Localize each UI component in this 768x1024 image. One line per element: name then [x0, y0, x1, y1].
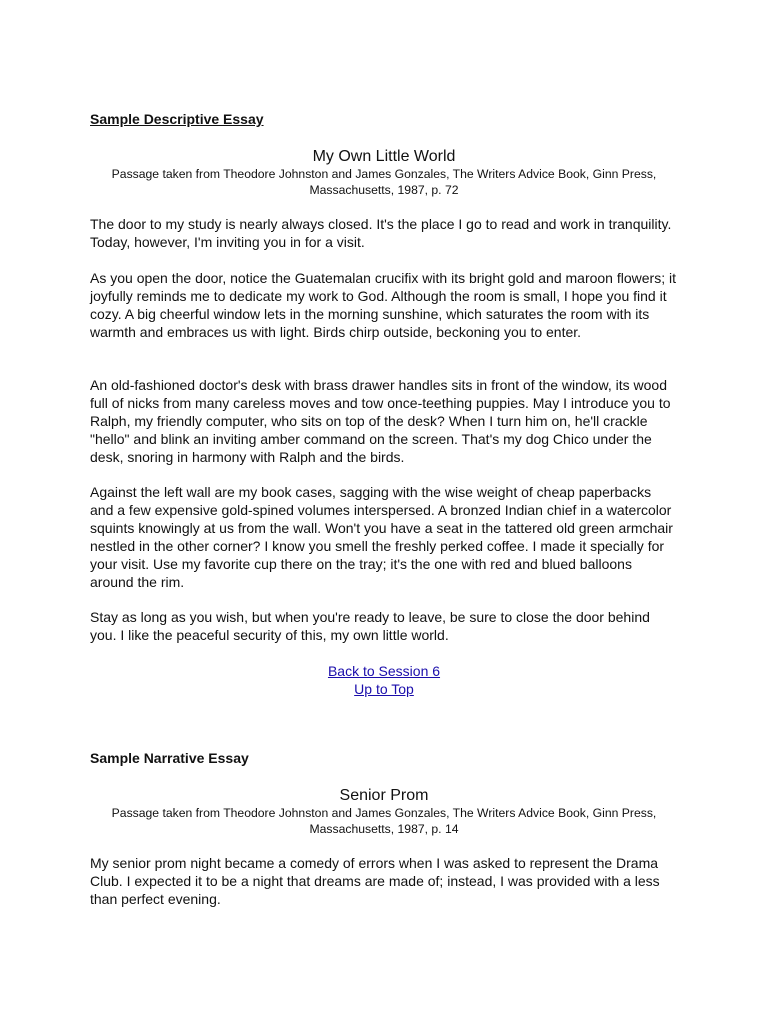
- section-label-descriptive: Sample Descriptive Essay: [90, 111, 264, 127]
- back-to-session-link[interactable]: Back to Session 6: [327, 663, 441, 679]
- up-to-top-link[interactable]: Up to Top: [354, 681, 414, 697]
- essay1-paragraph-5: Stay as long as you wish, but when you're ready to leave, be sure to close the door behind you. I like the peaceful security of this, my own little world.: [90, 609, 650, 643]
- nav-links: [90, 662, 678, 698]
- essay-citation-2: Passage taken from Theodore Johnston and James Gonzales, The Writers Advice Book, Ginn Press, Massachusetts, 1987, p. 14: [111, 806, 657, 836]
- essay-citation-1: Passage taken from Theodore Johnston and James Gonzales, The Writers Advice Book, Ginn Press, Massachusetts, 1987, p. 72: [111, 167, 657, 197]
- essay1-paragraph-3: An old-fashioned doctor's desk with brass drawer handles sits in front of the window, its wood full of nicks from many careless moves and tow once-teething puppies. May I introduce you to Ralph, my friendly computer, who sits on top of the desk? When I turn him on, he'll crackle "hello" and blink an inviting amber command on the screen. That's my dog Chico under the desk, snoring in harmony with Ralph and the birds.: [90, 377, 671, 465]
- section-label-narrative: Sample Narrative Essay: [90, 750, 249, 766]
- essay-title-my-own-little-world: My Own Little World: [312, 148, 456, 165]
- essay-title-senior-prom: Senior Prom: [339, 787, 429, 804]
- essay1-paragraph-2: As you open the door, notice the Guatemalan crucifix with its bright gold and maroon flowers; it joyfully reminds me to dedicate my work to God. Although the room is small, I hope you find it cozy. A big cheerful window lets in the morning sunshine, which saturates the room with its warmth and embraces us with light. Birds chirp outside, beckoning you to enter.: [90, 270, 676, 340]
- essay1-paragraph-4: Against the left wall are my book cases, sagging with the wise weight of cheap paperbacks and a few expensive gold-spined volumes interspersed. A bronzed Indian chief in a watercolor squints knowingly at us from the wall. Won't you have a seat in the tattered old green armchair nestled in the other corner? I know you smell the freshly perked coffee. I made it specially for your visit. Use my favorite cup there on the tray; it's the one with red and blued balloons around the rim.: [90, 484, 673, 590]
- essay1-paragraph-1: The door to my study is nearly always closed. It's the place I go to read and work in tranquility. Today, however, I'm inviting you in for a visit.: [90, 216, 672, 250]
- essay2-paragraph-1: My senior prom night became a comedy of errors when I was asked to represent the Drama Club. I expected it to be a night that dreams are made of; instead, I was provided with a less than perfect evening.: [90, 855, 660, 907]
